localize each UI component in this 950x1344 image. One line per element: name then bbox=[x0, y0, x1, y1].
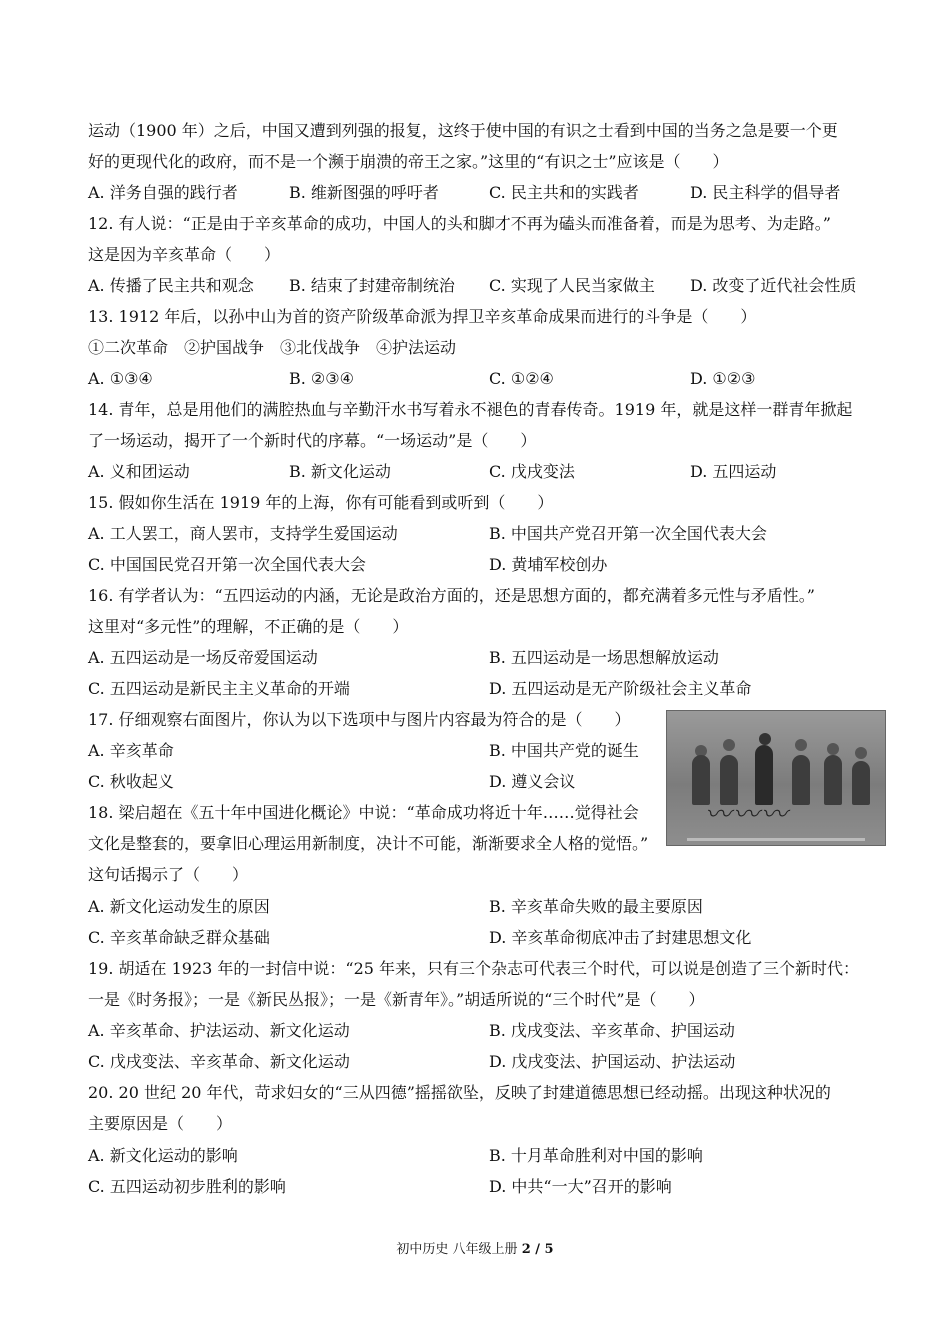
q13-stem-line-1: 13. 1912 年后，以孙中山为首的资产阶级革命派为捍卫辛亥革命成果而进行的斗争是（ ） bbox=[88, 307, 757, 326]
q18-stem-line-3: 这句话揭示了（ ） bbox=[88, 865, 249, 884]
q12-option-c: C. 实现了人民当家做主 bbox=[489, 276, 655, 295]
q11-option-a: A. 洋务自强的践行者 bbox=[88, 183, 238, 202]
q20-option-b: B. 十月革命胜利对中国的影响 bbox=[489, 1146, 703, 1165]
q13-option-d: D. ①②③ bbox=[690, 369, 756, 388]
q20-stem-line-2: 主要原因是（ ） bbox=[88, 1114, 233, 1133]
q11-option-b: B. 维新图强的呼吁者 bbox=[289, 183, 439, 202]
q14-option-a: A. 义和团运动 bbox=[88, 462, 190, 481]
q15-option-a: A. 工人罢工，商人罢市，支持学生爱国运动 bbox=[88, 524, 398, 543]
q13-option-a: A. ①③④ bbox=[88, 369, 153, 388]
q19-stem-line-2: 一是《时务报》；一是《新民丛报》；一是《新青年》。”胡适所说的“三个时代”是（ ） bbox=[88, 990, 705, 1009]
q11-stem-line-1: 运动（1900 年）之后，中国又遭到列强的报复，这终于使中国的有识之士看到中国的当务之急是要一个更 bbox=[88, 121, 838, 140]
q18-option-d: D. 辛亥革命彻底冲击了封建思想文化 bbox=[489, 928, 752, 947]
q16-option-d: D. 五四运动是无产阶级社会主义革命 bbox=[489, 679, 752, 698]
q17-option-b: B. 中国共产党的诞生 bbox=[489, 741, 639, 760]
q16-option-c: C. 五四运动是新民主主义革命的开端 bbox=[88, 679, 350, 698]
q17-option-c: C. 秋收起义 bbox=[88, 772, 174, 791]
q13-option-c: C. ①②④ bbox=[489, 369, 554, 388]
q20-option-c: C. 五四运动初步胜利的影响 bbox=[88, 1177, 286, 1196]
q16-option-b: B. 五四运动是一场思想解放运动 bbox=[489, 648, 719, 667]
q12-stem-line-1: 12. 有人说：“正是由于辛亥革命的成功，中国人的头和脚才不再为磕头而准备着，而是为思考、为走路。” bbox=[88, 214, 831, 233]
q15-option-c: C. 中国国民党召开第一次全国代表大会 bbox=[88, 555, 366, 574]
q11-stem-line-2: 好的更现代化的政府，而不是一个濒于崩溃的帝王之家。”这里的“有识之士”应该是（ ） bbox=[88, 152, 729, 171]
q17-option-d: D. 遵义会议 bbox=[489, 772, 576, 791]
footer-label: 初中历史 八年级上册 bbox=[396, 1242, 522, 1257]
q12-stem-line-2: 这是因为辛亥革命（ ） bbox=[88, 245, 281, 264]
q19-option-c: C. 戊戌变法、辛亥革命、新文化运动 bbox=[88, 1052, 350, 1071]
q18-option-b: B. 辛亥革命失败的最主要原因 bbox=[489, 897, 703, 916]
q16-stem-line-2: 这里对“多元性”的理解，不正确的是（ ） bbox=[88, 617, 409, 636]
q20-stem-line-1: 20. 20 世纪 20 年代，苛求妇女的“三从四德”摇摇欲坠，反映了封建道德思想已经动摇。出现这种状况的 bbox=[88, 1083, 831, 1102]
q15-stem-line-1: 15. 假如你生活在 1919 年的上海，你有可能看到或听到（ ） bbox=[88, 493, 554, 512]
q20-option-d: D. 中共“一大”召开的影响 bbox=[489, 1177, 672, 1196]
q11-option-c: C. 民主共和的实践者 bbox=[489, 183, 639, 202]
q14-stem-line-1: 14. 青年，总是用他们的满腔热血与辛勤汗水书写着永不褪色的青春传奇。1919 年，就是这样一群青年掀起 bbox=[88, 400, 853, 419]
q15-option-b: B. 中国共产党召开第一次全国代表大会 bbox=[489, 524, 767, 543]
page-number: 2 / 5 bbox=[521, 1242, 554, 1257]
q19-stem-line-1: 19. 胡适在 1923 年的一封信中说：“25 年来，只有三个杂志可代表三个时代，可以说是创造了三个新时代： bbox=[88, 959, 860, 978]
q12-option-b: B. 结束了封建帝制统治 bbox=[289, 276, 455, 295]
q11-option-d: D. 民主科学的倡导者 bbox=[690, 183, 841, 202]
q14-stem-line-2: 了一场运动，揭开了一个新时代的序幕。“一场运动”是（ ） bbox=[88, 431, 537, 450]
q12-option-a: A. 传播了民主共和观念 bbox=[88, 276, 254, 295]
page-footer bbox=[0, 1238, 950, 1257]
q18-stem-line-2: 文化是整套的，要拿旧心理运用新制度，决计不可能，渐渐要求全人格的觉悟。” bbox=[88, 834, 649, 853]
q13-stem-line-2: ①二次革命 ②护国战争 ③北伐战争 ④护法运动 bbox=[88, 338, 457, 357]
q12-option-d: D. 改变了近代社会性质 bbox=[690, 276, 857, 295]
q16-stem-line-1: 16. 有学者认为：“五四运动的内涵，无论是政治方面的，还是思想方面的，都充满着多元性与矛盾性。” bbox=[88, 586, 815, 605]
q19-option-b: B. 戊戌变法、辛亥革命、护国运动 bbox=[489, 1021, 735, 1040]
film-poster-image: 〰〰〰 bbox=[666, 710, 886, 846]
q18-option-a: A. 新文化运动发生的原因 bbox=[88, 897, 270, 916]
q15-option-d: D. 黄埔军校创办 bbox=[489, 555, 608, 574]
q14-option-d: D. 五四运动 bbox=[690, 462, 777, 481]
q19-option-a: A. 辛亥革命、护法运动、新文化运动 bbox=[88, 1021, 350, 1040]
q14-option-b: B. 新文化运动 bbox=[289, 462, 391, 481]
q18-option-c: C. 辛亥革命缺乏群众基础 bbox=[88, 928, 270, 947]
q13-option-b: B. ②③④ bbox=[289, 369, 354, 388]
q17-stem-line-1: 17. 仔细观察右面图片，你认为以下选项中与图片内容最为符合的是（ ） bbox=[88, 710, 631, 729]
q20-option-a: A. 新文化运动的影响 bbox=[88, 1146, 238, 1165]
q18-stem-line-1: 18. 梁启超在《五十年中国进化概论》中说：“革命成功将近十年……觉得社会 bbox=[88, 803, 639, 822]
q14-option-c: C. 戊戌变法 bbox=[489, 462, 575, 481]
q17-option-a: A. 辛亥革命 bbox=[88, 741, 174, 760]
q19-option-d: D. 戊戌变法、护国运动、护法运动 bbox=[489, 1052, 736, 1071]
q16-option-a: A. 五四运动是一场反帝爱国运动 bbox=[88, 648, 318, 667]
